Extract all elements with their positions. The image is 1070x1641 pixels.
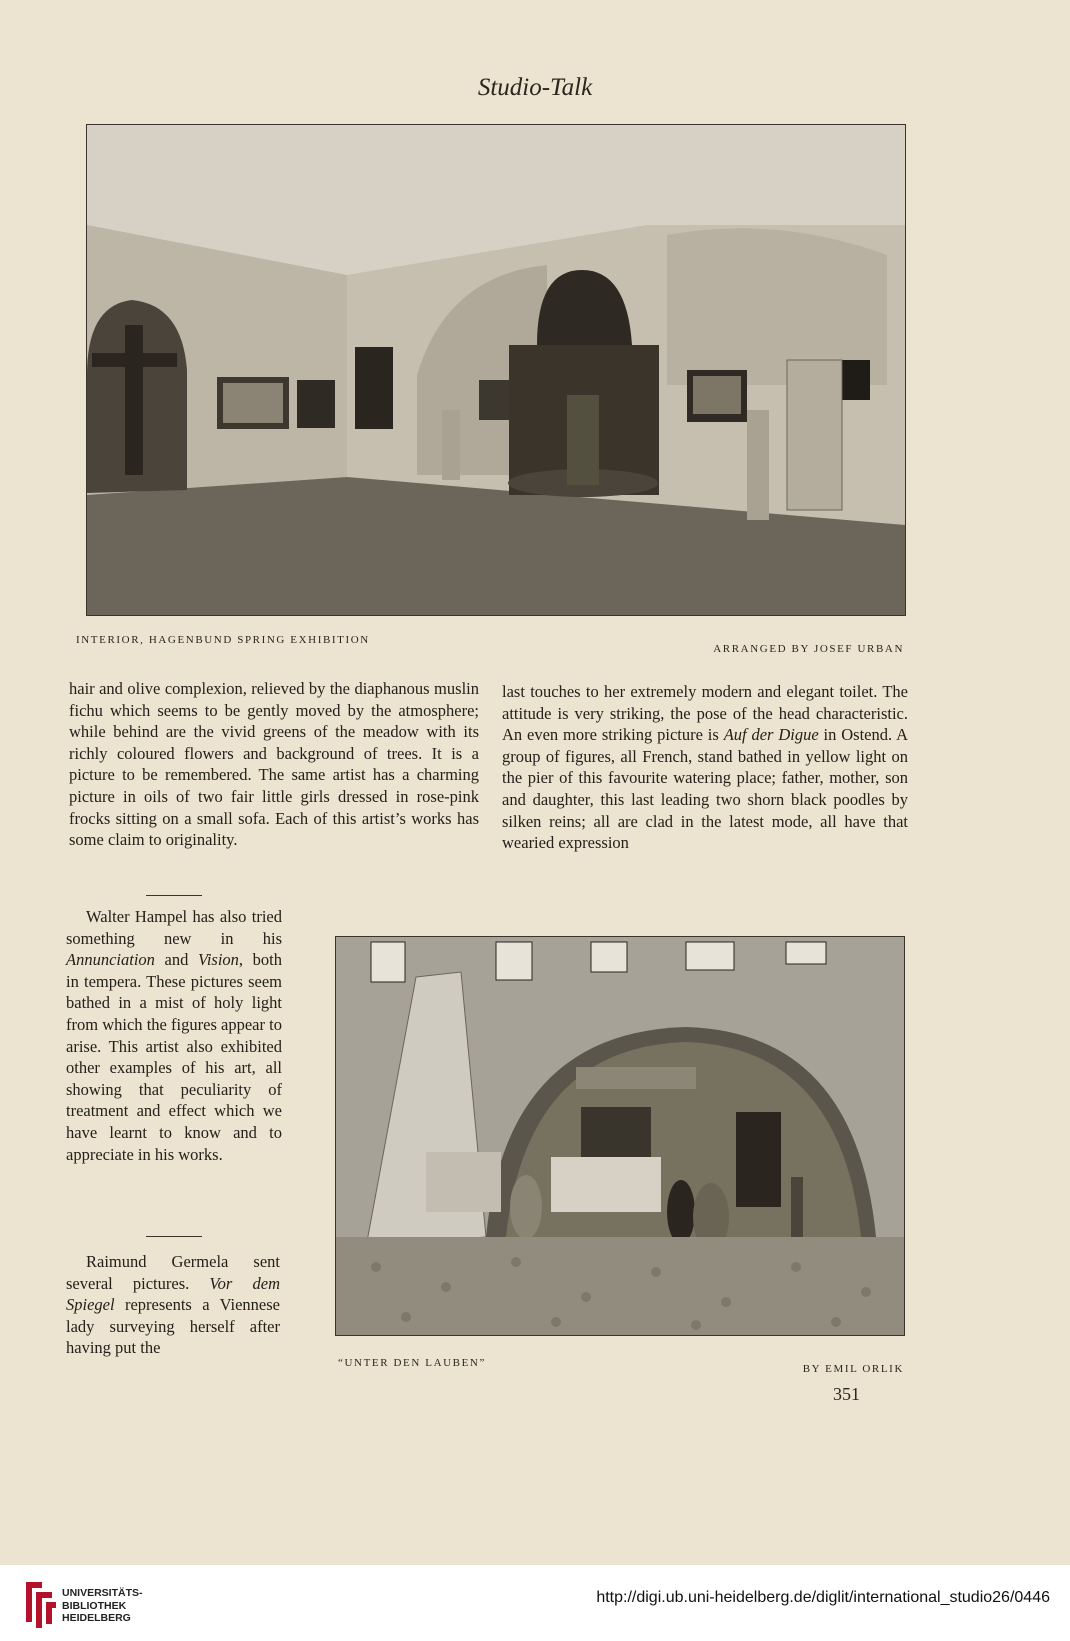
paragraph-germela [66, 1251, 280, 1359]
page-number: 351 [833, 1384, 860, 1404]
text-run: and [154, 950, 198, 970]
paragraph-right-top [502, 681, 908, 854]
title-vision: Vision [197, 950, 239, 970]
text-run: , both in tempera. These pictures seem bathed in a mist of holy light from which the figures appear to arise. This artist also exhibited other examples of his art, all showing that peculiarity of treatment and effect which we have learnt to know and to appreciate in his works. [66, 950, 282, 1164]
figure2-caption-left: “UNTER DEN LAUBEN” [338, 1357, 486, 1369]
text-run: last touches to her extremely modern and elegant toilet. The attitude is very striking, the pose of the head characteristic. An even more striking picture is [502, 682, 908, 745]
source-url[interactable]: http://digi.ub.uni-heidelberg.de/diglit/international_studio26/0446 [596, 1589, 1050, 1606]
figure1-caption-right: ARRANGED BY JOSEF URBAN [713, 643, 904, 655]
library-name-line: UNIVERSITÄTS- [62, 1587, 143, 1599]
text-run: Walter Hampel has also tried something new in his [66, 907, 282, 948]
text-run: Raimund Germela sent several pictures. [66, 1252, 280, 1293]
text-column-left [69, 678, 479, 851]
figure1-caption-left: INTERIOR, HAGENBUND SPRING EXHIBITION [76, 634, 370, 646]
paragraph-continued: hair and olive complexion, relieved by the diaphanous muslin fichu which seems to be gently moved by the atmosphere; while behind are the vivid greens of the meadow with its richly coloured flowers and background of trees. It is a picture to be remembered. The same artist has a charming picture in oils of two fair little girls dressed in rose-pink frocks sitting on a small sofa. Each of this artist’s works has some claim to originality. [69, 679, 479, 850]
title-vor-dem-spiegel: Vor dem Spiegel [66, 1273, 280, 1315]
title-annunciation: Annunciation [66, 950, 155, 970]
text-column-narrow-hampel [66, 906, 282, 1165]
text-column-right [502, 681, 908, 854]
section-divider [146, 1236, 202, 1237]
section-divider [146, 895, 202, 896]
running-title: Studio-Talk [477, 74, 593, 101]
exhibition-interior-photo [86, 124, 906, 616]
figure2-caption-right: BY EMIL ORLIK [802, 1363, 904, 1375]
text-run: represents a Viennese lady surveying herself after having put the [66, 1295, 280, 1358]
unter-den-lauben-painting [335, 936, 905, 1336]
paragraph-hampel [66, 906, 282, 1165]
text-run: in Ostend. A group of figures, all French, stand bathed in yellow light on the pier of this favourite watering place; father, mother, son and daughter, this last leading two shorn black poodles by silken reins; all are clad in the latest mode, all have that wearied expression [502, 725, 908, 853]
library-name-line: BIBLIOTHEK [62, 1599, 127, 1612]
title-auf-der-digue: Auf der Digue [723, 725, 819, 745]
library-name-line: HEIDELBERG [62, 1612, 131, 1624]
text-column-narrow-germela [66, 1251, 280, 1359]
library-name [62, 1587, 143, 1625]
digitization-footer [0, 1565, 1070, 1641]
library-logo-icon [22, 1578, 58, 1632]
